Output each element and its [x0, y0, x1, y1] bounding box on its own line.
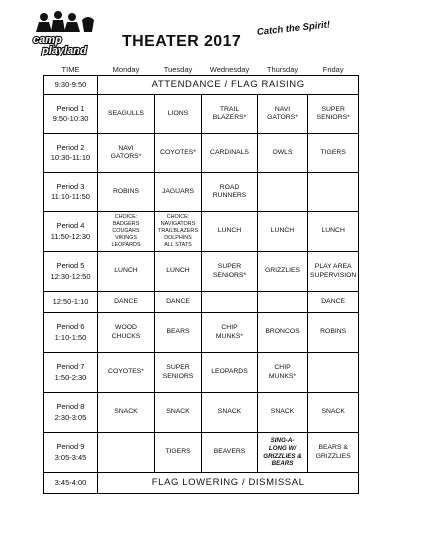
page-title: THEATER 2017	[122, 33, 242, 50]
all-day-activity: ATTENDANCE / FLAG RAISING	[98, 76, 359, 95]
schedule-row	[44, 95, 359, 134]
activity-cell: CHIP MUNKS*	[258, 353, 308, 393]
activity-cell: GRIZZLIES	[258, 252, 308, 292]
schedule-body	[44, 76, 359, 494]
schedule-row	[44, 76, 359, 95]
schedule-row	[44, 353, 359, 393]
schedule-table	[43, 64, 359, 494]
activity-cell: LUNCH	[258, 212, 308, 252]
time-cell: Period 5 12:30-12:50	[44, 252, 98, 292]
time-cell: 12:50-1:10	[44, 292, 98, 313]
activity-cell: TRAIL BLAZERS*	[202, 95, 258, 134]
activity-cell: SUPER SENIORS*	[308, 95, 359, 134]
activity-cell: SNACK	[98, 393, 155, 433]
schedule-row	[44, 212, 359, 252]
activity-cell: LUNCH	[98, 252, 155, 292]
activity-cell: ROBINS	[98, 173, 155, 212]
activity-cell: DANCE	[308, 292, 359, 313]
header-row	[44, 64, 359, 76]
activity-cell: SNACK	[202, 393, 258, 433]
time-cell: 3:45-4:00	[44, 473, 98, 494]
time-cell: Period 7 1:50-2:30	[44, 353, 98, 393]
column-header: TIME	[61, 65, 80, 74]
activity-cell: LUNCH	[308, 212, 359, 252]
activity-cell: NAVI GATORS*	[258, 95, 308, 134]
schedule-row	[44, 393, 359, 433]
activity-cell: COYOTES*	[98, 353, 155, 393]
activity-cell	[258, 173, 308, 212]
activity-cell: CHOICE: NAVIGATORS TRAILBLAZERS DOLPHINS ALL STATS	[155, 212, 202, 252]
activity-cell: BEAVERS	[202, 433, 258, 473]
activity-cell: BEARS & GRIZZLIES	[308, 433, 359, 473]
activity-cell: TIGERS	[155, 433, 202, 473]
time-cell: Period 2 10:30-11:10	[44, 134, 98, 173]
activity-cell: SNACK	[155, 393, 202, 433]
time-cell: Period 6 1:10-1:50	[44, 313, 98, 353]
activity-cell: SNACK	[308, 393, 359, 433]
activity-cell: SUPER SENIORS*	[202, 252, 258, 292]
column-header: Tuesday	[163, 65, 193, 74]
activity-cell: WOOD CHUCKS	[98, 313, 155, 353]
activity-cell	[98, 433, 155, 473]
activity-cell: SEAGULLS	[98, 95, 155, 134]
activity-cell: CHIP MUNKS*	[202, 313, 258, 353]
activity-cell: NAVI GATORS*	[98, 134, 155, 173]
column-header: Monday	[112, 65, 140, 74]
column-header: Friday	[322, 65, 344, 74]
schedule-row	[44, 173, 359, 212]
camp-playland-logo	[30, 10, 112, 56]
activity-cell: LIONS	[155, 95, 202, 134]
schedule-row	[44, 433, 359, 473]
activity-cell: BRONCOS	[258, 313, 308, 353]
activity-cell: TIGERS	[308, 134, 359, 173]
activity-cell: CARDINALS	[202, 134, 258, 173]
activity-cell: CHOICE: BADGERS COUGARS VIKINGS LEOPARDS	[98, 212, 155, 252]
activity-cell: OWLS	[258, 134, 308, 173]
activity-cell	[308, 173, 359, 212]
time-cell: Period 8 2:30-3:05	[44, 393, 98, 433]
schedule-row	[44, 313, 359, 353]
activity-cell: SUPER SENIORS	[155, 353, 202, 393]
activity-cell: LUNCH	[202, 212, 258, 252]
schedule-row	[44, 473, 359, 494]
activity-cell	[258, 292, 308, 313]
activity-cell	[202, 292, 258, 313]
activity-cell: COYOTES*	[155, 134, 202, 173]
time-cell: Period 9 3:05-3:45	[44, 433, 98, 473]
column-header: Wednesday	[209, 65, 250, 74]
activity-cell: DANCE	[98, 292, 155, 313]
activity-cell	[308, 353, 359, 393]
activity-cell: ROAD RUNNERS	[202, 173, 258, 212]
schedule-row	[44, 292, 359, 313]
svg-text:playland: playland	[42, 45, 87, 56]
activity-cell: JAGUARS	[155, 173, 202, 212]
activity-cell: DANCE	[155, 292, 202, 313]
activity-cell: LUNCH	[155, 252, 202, 292]
activity-cell: BEARS	[155, 313, 202, 353]
svg-text:camp: camp	[33, 34, 62, 46]
all-day-activity: FLAG LOWERING / DISMISSAL	[98, 473, 359, 494]
time-cell: Period 1 9:50-10:30	[44, 95, 98, 134]
column-header: Thursday	[266, 65, 299, 74]
activity-cell: ROBINS	[308, 313, 359, 353]
time-cell: Period 4 11:50-12:30	[44, 212, 98, 252]
slogan: Catch the Spirit!	[256, 19, 331, 38]
activity-cell: SING-A- LONG W/ GRIZZLIES & BEARS	[258, 433, 308, 473]
time-cell: 9:30-9:50	[44, 76, 98, 95]
activity-cell: SNACK	[258, 393, 308, 433]
time-cell: Period 3 11:10-11:50	[44, 173, 98, 212]
activity-cell: LEOPARDS	[202, 353, 258, 393]
schedule-row	[44, 134, 359, 173]
activity-cell: PLAY AREA SUPERVISION	[308, 252, 359, 292]
schedule-row	[44, 252, 359, 292]
